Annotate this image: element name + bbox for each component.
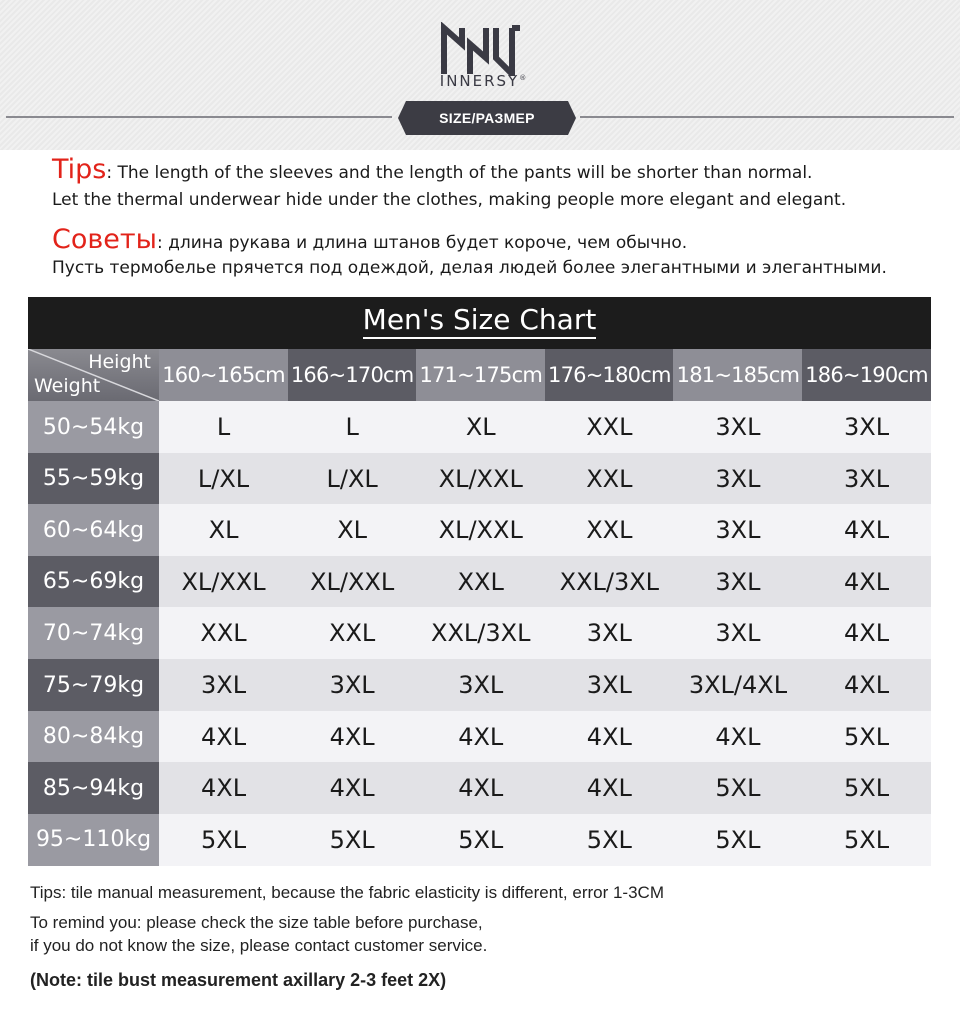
size-cell: XL: [159, 504, 288, 556]
size-cell: XXL/3XL: [416, 607, 545, 659]
tips-text-ru-2: Пусть термобелье прячется под одеждой, делая людей более элегантными и элегантными.: [52, 258, 887, 278]
size-cell: XXL: [545, 453, 674, 505]
size-cell: 3XL: [673, 504, 802, 556]
size-cell: 4XL: [288, 762, 417, 814]
size-cell: XXL: [545, 504, 674, 556]
size-cell: 4XL: [802, 659, 931, 711]
size-cell: 4XL: [159, 762, 288, 814]
size-cell: XXL: [159, 607, 288, 659]
size-cell: XL/XXL: [416, 504, 545, 556]
size-cell: 3XL: [802, 453, 931, 505]
tips-text-en-1: : The length of the sleeves and the length of the pants will be shorter than normal.: [106, 163, 813, 183]
header-divider-right: [580, 116, 954, 118]
weight-row-header: 50~54kg: [28, 401, 159, 453]
height-column-header: 166~170cm: [288, 349, 417, 401]
size-cell: 3XL: [545, 659, 674, 711]
note-remind: To remind you: please check the size table before purchase,: [30, 913, 483, 932]
size-cell: 4XL: [802, 556, 931, 608]
size-cell: 4XL: [288, 711, 417, 763]
note-bust: (Note: tile bust measurement axillary 2-3 feet 2X): [30, 970, 447, 990]
height-column-header: 186~190cm: [802, 349, 931, 401]
weight-row-header: 80~84kg: [28, 711, 159, 763]
weight-row-header: 60~64kg: [28, 504, 159, 556]
size-cell: 5XL: [288, 814, 417, 866]
size-cell: 4XL: [545, 762, 674, 814]
size-cell: 5XL: [159, 814, 288, 866]
chart-title: Men's Size Chart: [28, 297, 931, 349]
brand-name: INNERSY®: [439, 72, 527, 90]
size-cell: 4XL: [673, 711, 802, 763]
tips-label-en: Tips: [52, 154, 107, 185]
height-column-header: 176~180cm: [545, 349, 674, 401]
header-divider-left: [6, 116, 392, 118]
size-cell: L: [288, 401, 417, 453]
tips-text-en-2: Let the thermal underwear hide under the clothes, making people more elegant and elegant.: [52, 190, 847, 210]
size-cell: 3XL: [673, 401, 802, 453]
size-badge-label: SIZE/РАЗМЕР: [439, 110, 535, 126]
innersy-logo-icon: [440, 22, 524, 76]
corner-height-label: Height: [88, 351, 151, 373]
size-cell: XL: [416, 401, 545, 453]
size-cell: 3XL: [288, 659, 417, 711]
size-cell: 4XL: [802, 504, 931, 556]
size-cell: 4XL: [416, 762, 545, 814]
size-cell: 3XL: [802, 401, 931, 453]
size-cell: 5XL: [802, 814, 931, 866]
size-cell: XXL: [416, 556, 545, 608]
size-cell: 3XL: [159, 659, 288, 711]
weight-row-header: 65~69kg: [28, 556, 159, 608]
height-column-header: 181~185cm: [673, 349, 802, 401]
size-cell: 5XL: [545, 814, 674, 866]
tips-text-ru-1: : длина рукава и длина штанов будет короче, чем обычно.: [156, 233, 688, 253]
weight-row-header: 75~79kg: [28, 659, 159, 711]
size-cell: 4XL: [802, 607, 931, 659]
note-measurement: Tips: tile manual measurement, because the fabric elasticity is different, error 1-3CM: [30, 883, 664, 902]
size-cell: XL: [288, 504, 417, 556]
size-cell: XXL: [545, 401, 674, 453]
size-cell: L/XL: [159, 453, 288, 505]
size-cell: 5XL: [802, 762, 931, 814]
height-column-header: 171~175cm: [416, 349, 545, 401]
size-cell: XL/XXL: [159, 556, 288, 608]
note-contact: if you do not know the size, please contact customer service.: [30, 936, 488, 955]
size-cell: XXL: [288, 607, 417, 659]
size-cell: XL/XXL: [288, 556, 417, 608]
size-cell: 5XL: [802, 711, 931, 763]
size-cell: 5XL: [416, 814, 545, 866]
size-cell: 3XL: [545, 607, 674, 659]
size-cell: XXL/3XL: [545, 556, 674, 608]
size-cell: L: [159, 401, 288, 453]
weight-row-header: 70~74kg: [28, 607, 159, 659]
tips-label-ru: Советы: [52, 224, 157, 255]
size-cell: 4XL: [545, 711, 674, 763]
size-cell: XL/XXL: [416, 453, 545, 505]
height-column-header: 160~165cm: [159, 349, 288, 401]
size-cell: L/XL: [288, 453, 417, 505]
size-cell: 5XL: [673, 762, 802, 814]
size-cell: 3XL: [673, 607, 802, 659]
weight-row-header: 95~110kg: [28, 814, 159, 866]
size-cell: 3XL: [673, 453, 802, 505]
size-cell: 4XL: [159, 711, 288, 763]
weight-row-header: 55~59kg: [28, 453, 159, 505]
size-cell: 3XL: [416, 659, 545, 711]
corner-weight-label: Weight: [34, 375, 101, 397]
size-cell: 3XL/4XL: [673, 659, 802, 711]
size-cell: 4XL: [416, 711, 545, 763]
table-corner-header: [28, 349, 159, 401]
size-cell: 5XL: [673, 814, 802, 866]
size-cell: 3XL: [673, 556, 802, 608]
weight-row-header: 85~94kg: [28, 762, 159, 814]
